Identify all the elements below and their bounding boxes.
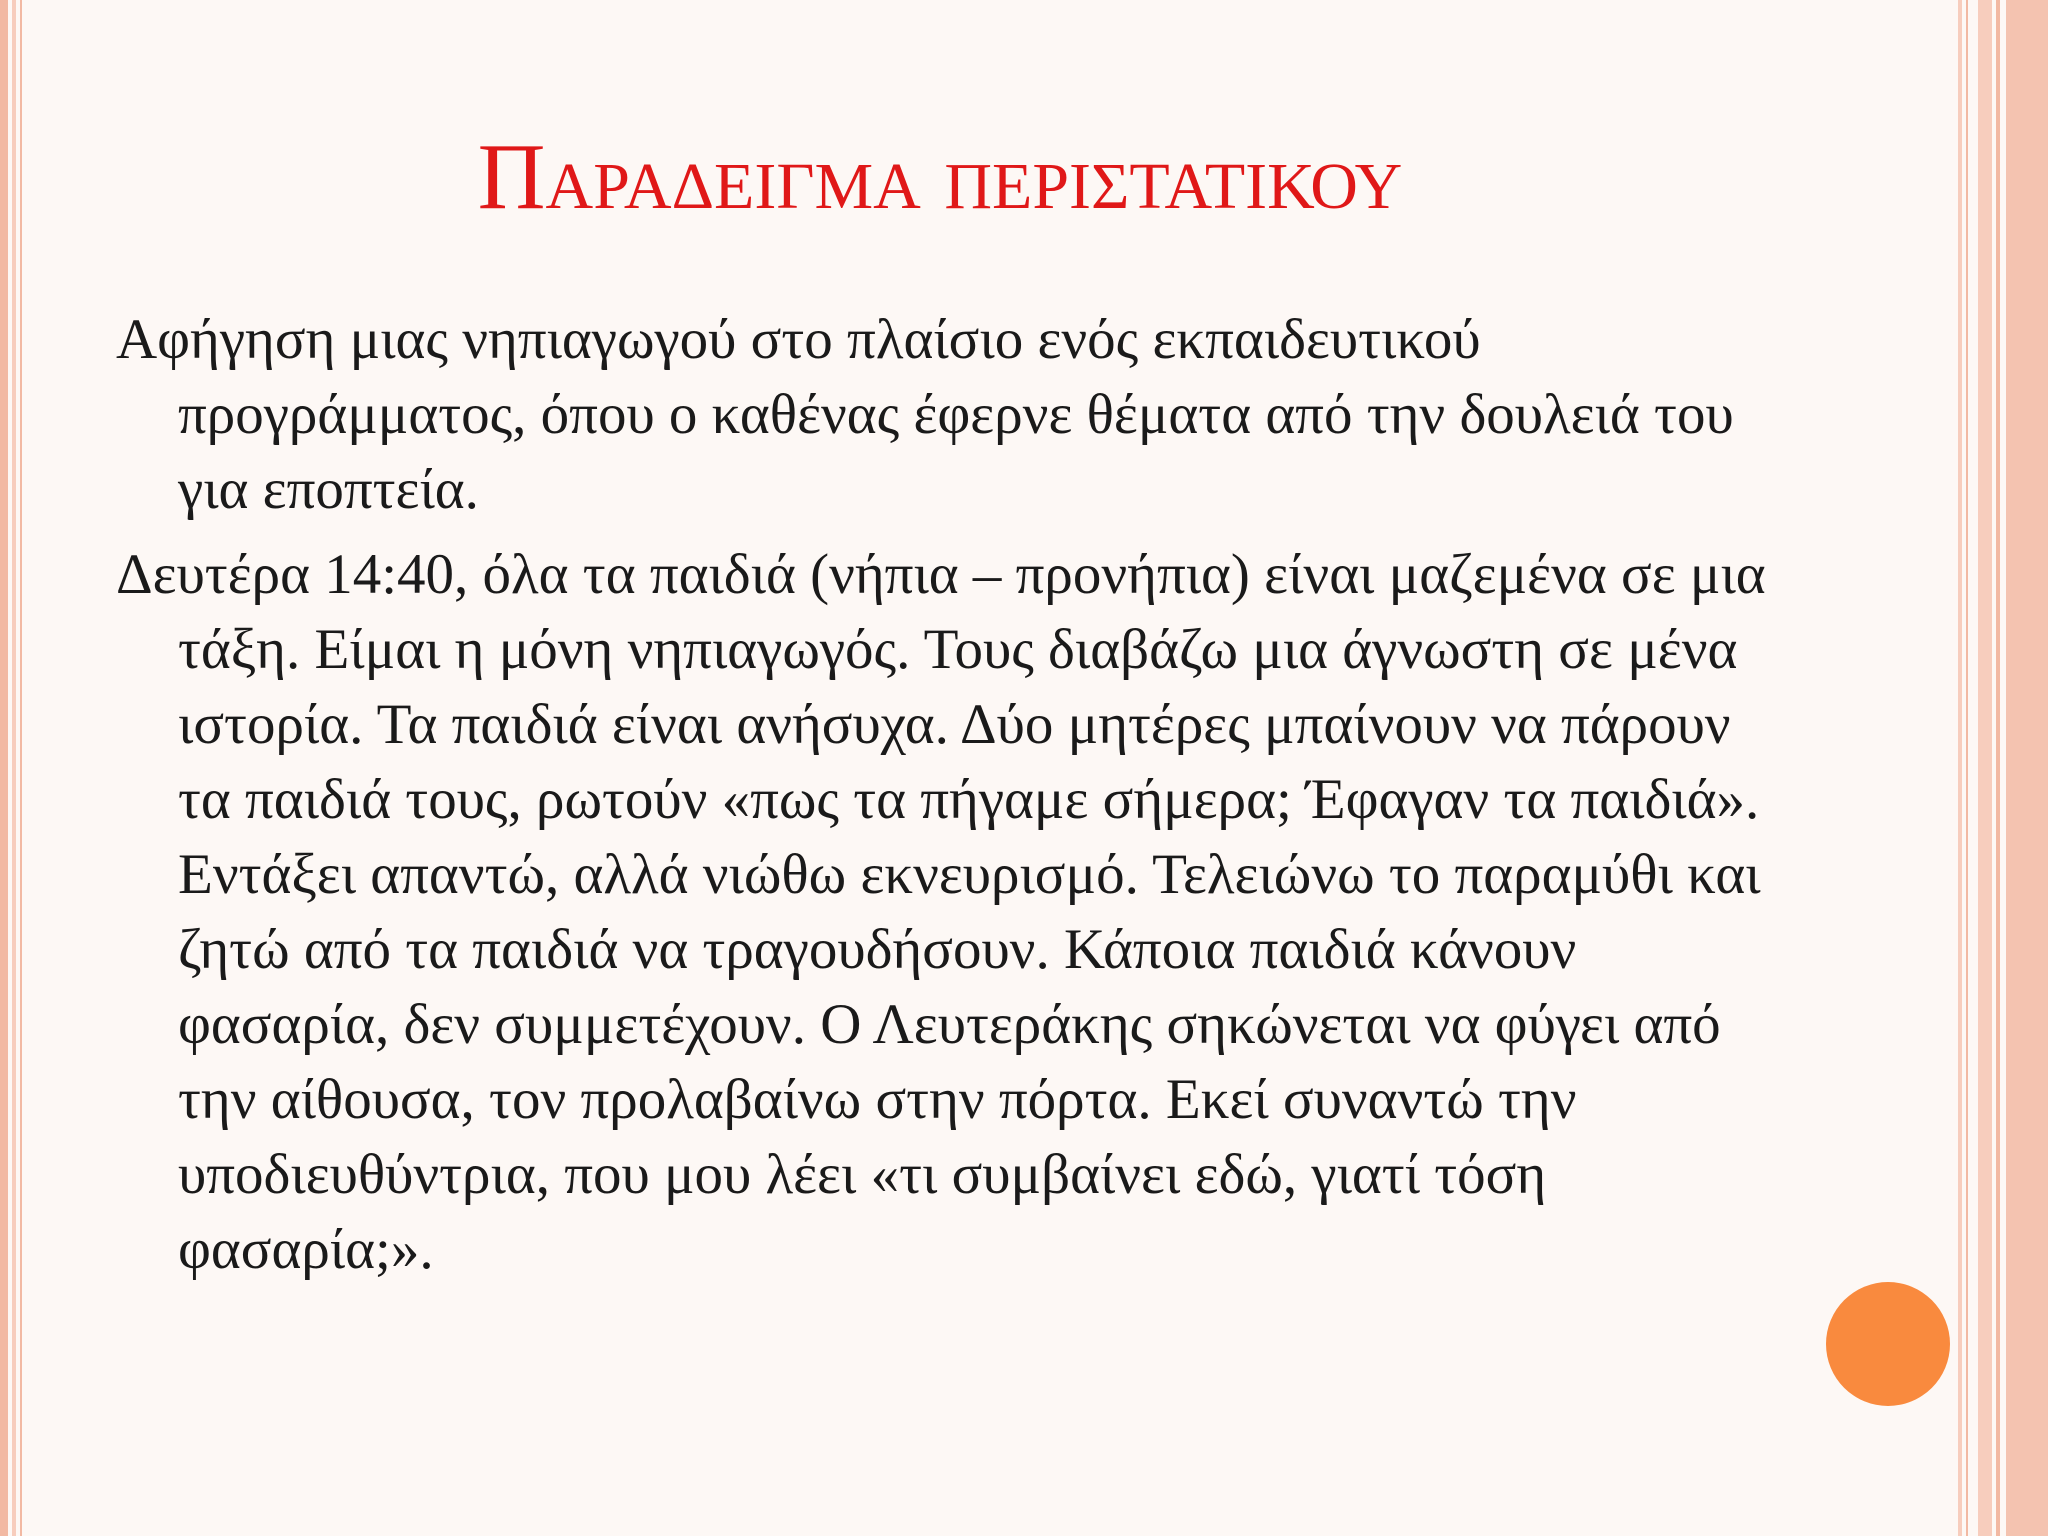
slide-body: [116, 302, 1776, 1297]
right-border-stripe: [1978, 0, 1992, 1536]
right-border-stripe: [1996, 0, 2000, 1536]
paragraph-intro: Αφήγηση μιας νηπιαγωγού στο πλαίσιο ενός εκπαιδευτικού προγράμματος, όπου ο καθένας έφερνε θέματα από την δουλειά του για εποπτεία.: [116, 308, 1734, 521]
right-border-stripe: [2006, 0, 2048, 1536]
right-border-stripe: [1966, 0, 1968, 1536]
slide-title-text: Παραδειγμα περιστατικου: [477, 125, 1403, 229]
left-border-stripe: [0, 0, 8, 1536]
orange-circle-decoration: [1826, 1282, 1950, 1406]
left-border-stripe: [12, 0, 16, 1536]
slide-title: [200, 122, 1680, 232]
right-border-stripe: [1958, 0, 1962, 1536]
paragraph-case: Δευτέρα 14:40, όλα τα παιδιά (νήπια – προνήπια) είναι μαζεμένα σε μια τάξη. Είμαι η μόνη νηπιαγωγός. Τους διαβάζω μια άγνωστη σε μένα ιστορία. Τα παιδιά είναι ανήσυχα. Δύο μητέρες μπαίνουν να πάρουν τα παιδιά τους, ρωτούν «πως τα πήγαμε σήμερα; Έφαγαν τα παιδιά». Εντάξει απαντώ, αλλά νιώθω εκνευρισμό. Τελειώνω το παραμύθι και ζητώ από τα παιδιά να τραγουδήσουν. Κάποια παιδιά κάνουν φασαρία, δεν συμμετέχουν. Ο Λευτεράκης σηκώνεται να φύγει από την αίθουσα, τον προλαβαίνω στην πόρτα. Εκεί συναντώ την υποδιευθύντρια, που μου λέει «τι συμβαίνει εδώ, γιατί τόση φασαρία;».: [116, 543, 1766, 1281]
left-border-stripe: [20, 0, 22, 1536]
